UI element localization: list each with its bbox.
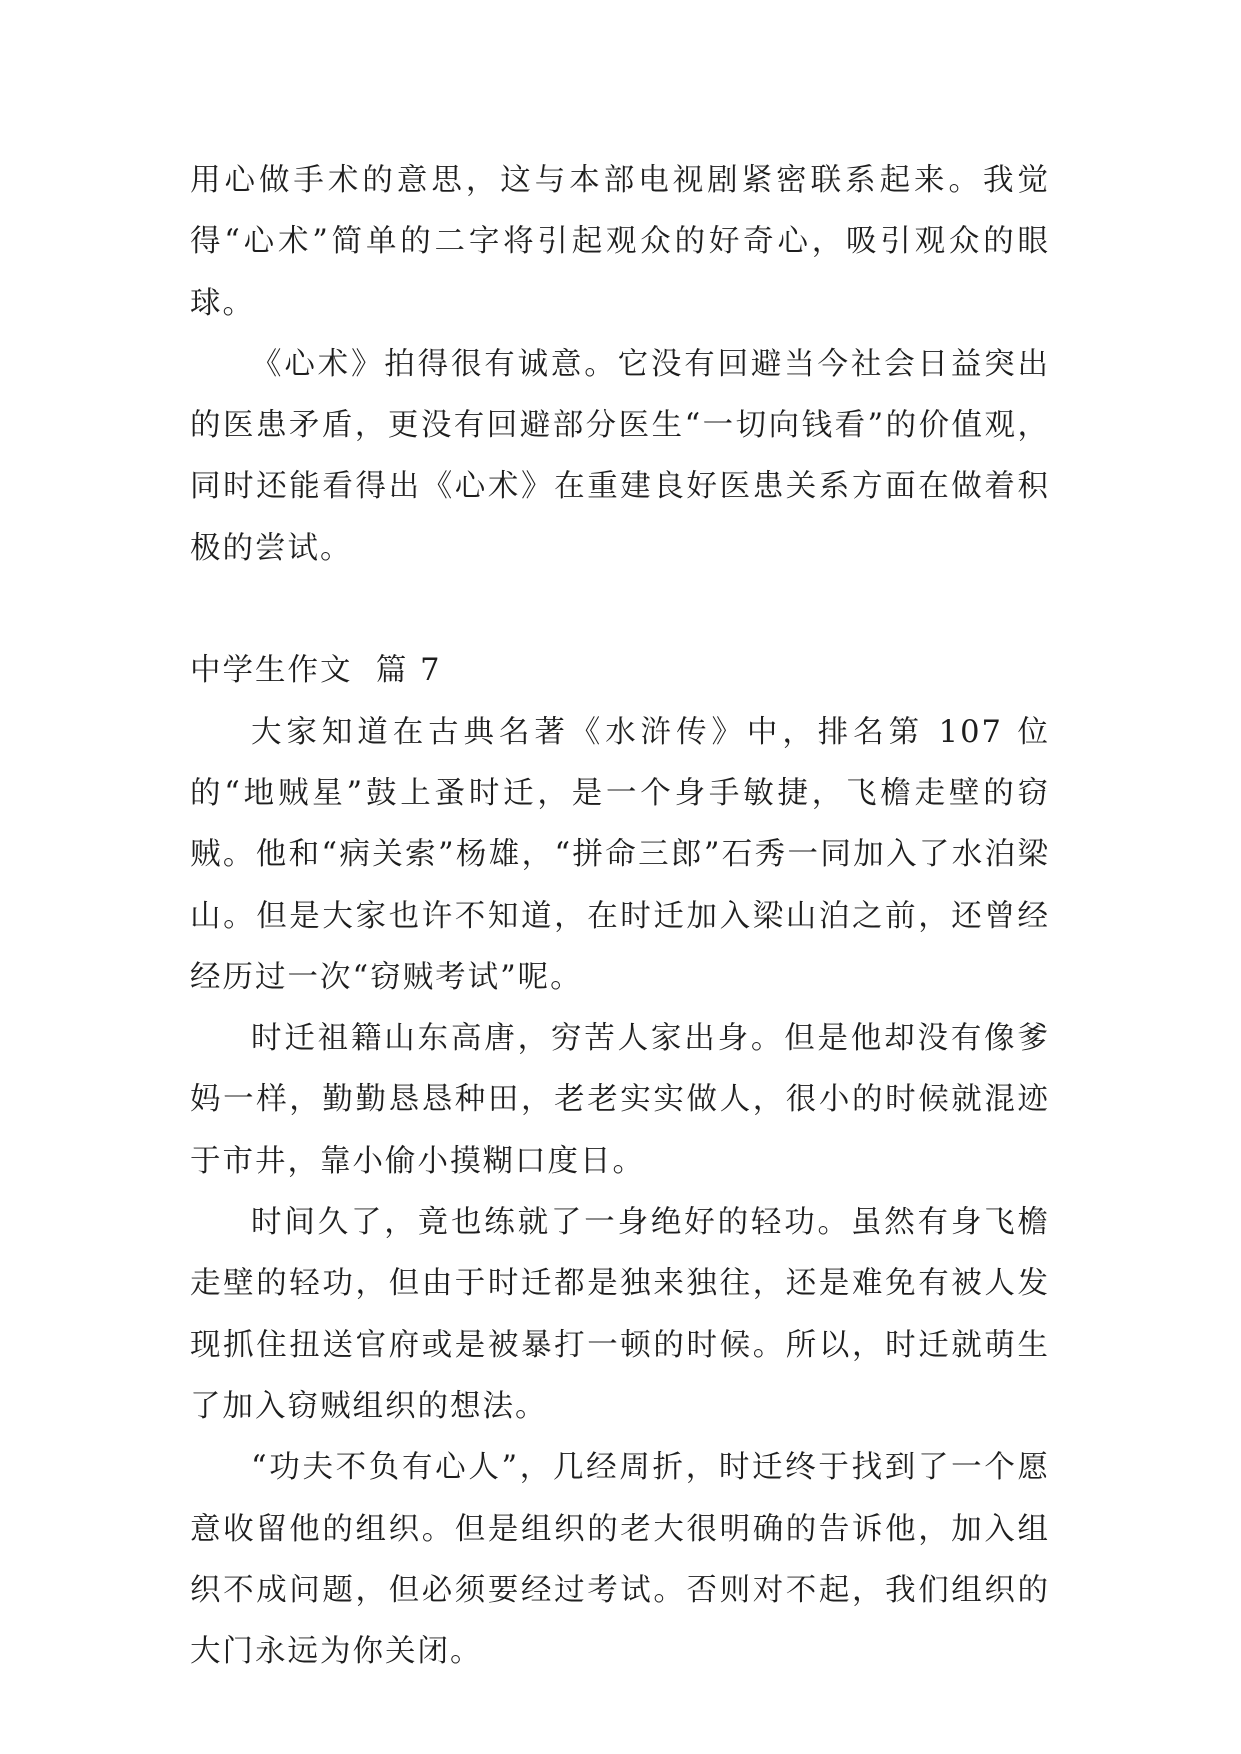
document-page bbox=[190, 150, 1050, 1682]
paragraph-organization: “功夫不负有心人”，几经周折，时迁终于找到了一个愿意收留他的组织。但是组织的老大很明确的告诉他，加入组织不成问题，但必须要经过考试。否则对不起，我们组织的大门永远为你关闭。 bbox=[190, 1450, 1050, 1670]
paragraph-background: 时迁祖籍山东高唐，穷苦人家出身。但是他却没有像爹妈一样，勤勤恳恳种田，老老实实做人，很小的时候就混迹于市井，靠小偷小摸糊口度日。 bbox=[190, 1021, 1050, 1179]
paragraph-xinshu-review: 《心术》拍得很有诚意。它没有回避当今社会日益突出的医患矛盾，更没有回避部分医生“一切向钱看”的价值观，同时还能看得出《心术》在重建良好医患关系方面在做着积极的尝试。 bbox=[190, 346, 1050, 566]
section-title: 中学生作文 篇 7 bbox=[190, 653, 442, 689]
paragraph-skill: 时间久了，竟也练就了一身绝好的轻功。虽然有身飞檐走壁的轻功，但由于时迁都是独来独往，还是难免有被人发现抓住扭送官府或是被暴打一顿的时候。所以，时迁就萌生了加入窃贼组织的想法。 bbox=[190, 1205, 1050, 1424]
paragraph-continued: 用心做手术的意思，这与本部电视剧紧密联系起来。我觉得“心术”简单的二字将引起观众的好奇心，吸引观众的眼球。 bbox=[190, 163, 1050, 321]
section-spacer bbox=[190, 579, 1050, 640]
paragraph-intro: 大家知道在古典名著《水浒传》中，排名第 107 位的“地贼星”鼓上蚤时迁，是一个身手敏捷，飞檐走壁的窃贼。他和“病关索”杨雄，“拼命三郎”石秀一同加入了水泊梁山。但是大家也许不知道，在时迁加入梁山泊之前，还曾经经历过一次“窃贼考试”呢。 bbox=[190, 714, 1050, 995]
